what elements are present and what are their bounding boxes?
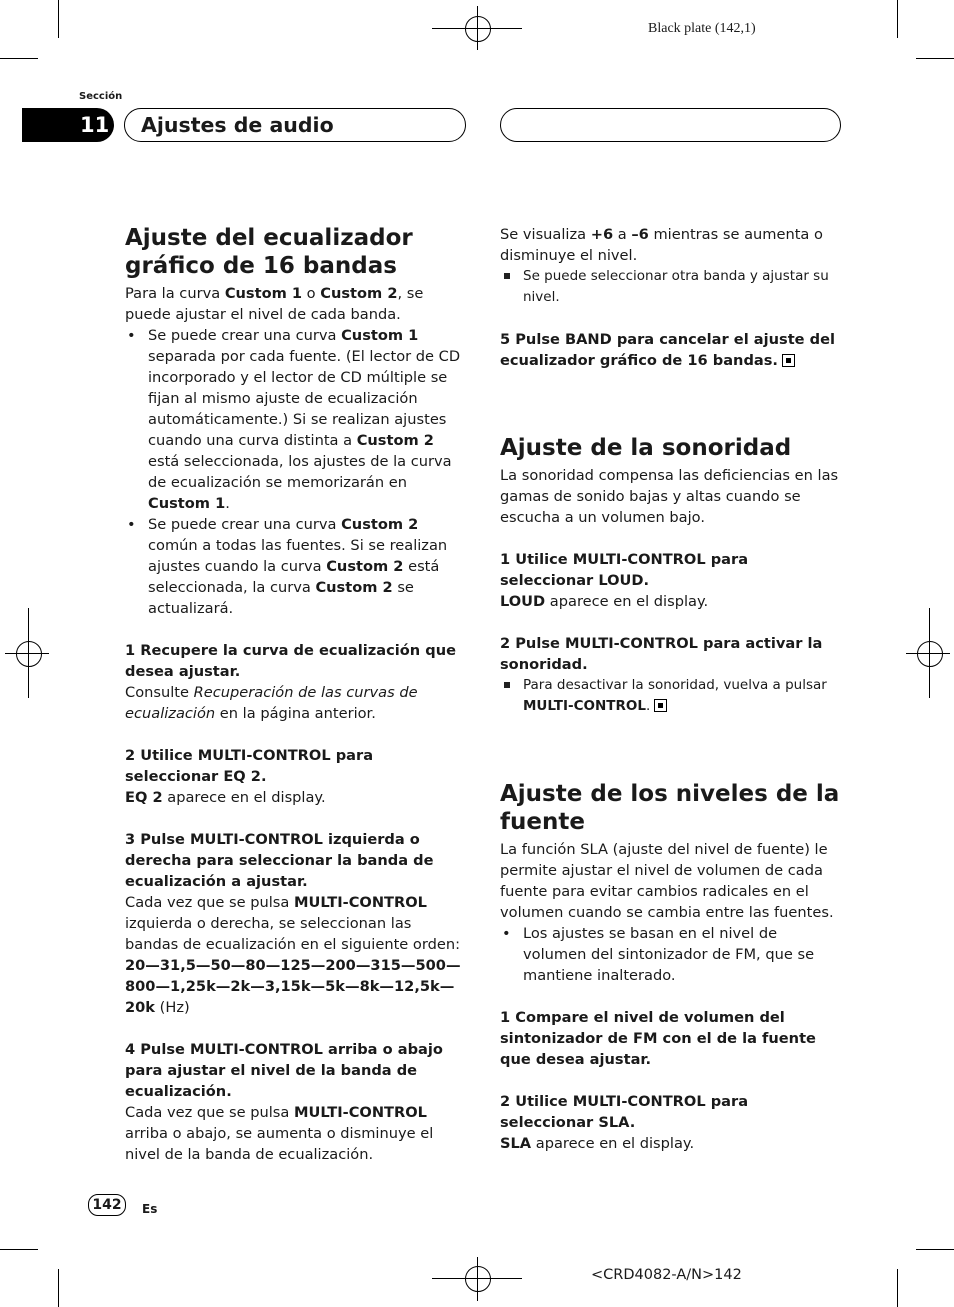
loud-step-1-desc: LOUD aparece en el display. bbox=[500, 593, 709, 610]
eq-intro: Para la curva Custom 1 o Custom 2, se puede ajustar el nivel de cada banda. bbox=[125, 285, 424, 323]
registration-circle-icon bbox=[16, 641, 42, 667]
section-title-box bbox=[124, 108, 466, 142]
crop-mark bbox=[916, 1249, 954, 1250]
page-number: 142 bbox=[88, 1194, 126, 1216]
eq-step-5: 5 Pulse BAND para cancelar el ajuste del ecualizador gráfico de 16 bandas. bbox=[500, 331, 836, 369]
section-number-badge: 11 bbox=[22, 108, 114, 142]
eq-step-3: 3 Pulse MULTI-CONTROL izquierda o derecha para seleccionar la banda de ecualización a ajustar. bbox=[125, 831, 434, 890]
sla-bullet: • Los ajustes se basan en el nivel de volumen del sintonizador de FM, que se mantiene inalterado. bbox=[500, 923, 842, 986]
eq-bullet-custom2: • Se puede crear una curva Custom 2 común a todas las fuentes. Si se realizan ajustes cuando la curva Custom 2 está seleccionada, la curva Custom 2 se actualizará. bbox=[125, 514, 467, 619]
plate-label: Black plate (142,1) bbox=[648, 21, 756, 36]
right-column bbox=[500, 224, 842, 1154]
eq-band-sequence: 20—31,5—50—80—125—200—315—500—800—1,25k—2k—3,15k—5k—8k—12,5k—20k (Hz) bbox=[125, 957, 461, 1016]
section-title: Ajustes de audio bbox=[141, 113, 334, 137]
eq-band-note: Se puede seleccionar otra banda y ajustar su nivel. bbox=[500, 266, 842, 308]
loud-title: Ajuste de la sonoridad bbox=[500, 435, 792, 461]
eq-step-1-desc: Consulte Recuperación de las curvas de ecualización en la página anterior. bbox=[125, 684, 418, 722]
crop-mark bbox=[916, 58, 954, 59]
eq-step-4: 4 Pulse MULTI-CONTROL arriba o abajo para ajustar el nivel de la banda de ecualización. bbox=[125, 1041, 443, 1100]
eq-step-3-desc: Cada vez que se pulsa MULTI-CONTROL izquierda o derecha, se seleccionan las bandas de ecualización en el siguiente orden: bbox=[125, 894, 461, 953]
sla-intro: La función SLA (ajuste del nivel de fuente) le permite ajustar el nivel de volumen de cada fuente para evitar cambios radicales en el volumen cuando se cambia entre las fuentes. bbox=[500, 841, 834, 921]
crop-mark bbox=[0, 58, 38, 59]
eq-range-text: Se visualiza +6 a –6 mientras se aumenta o disminuye el nivel. bbox=[500, 226, 823, 264]
eq-step-1: 1 Recupere la curva de ecualización que desea ajustar. bbox=[125, 642, 456, 680]
section-label: Sección bbox=[79, 91, 123, 102]
eq-step-2: 2 Utilice MULTI-CONTROL para seleccionar EQ 2. bbox=[125, 747, 374, 785]
registration-circle-icon bbox=[465, 16, 491, 42]
end-mark-icon bbox=[782, 354, 795, 367]
crop-mark bbox=[58, 1269, 59, 1307]
language-code: Es bbox=[142, 1202, 158, 1216]
eq-title: Ajuste del ecualizador gráfico de 16 bandas bbox=[125, 225, 413, 279]
sla-step-2-desc: SLA aparece en el display. bbox=[500, 1135, 695, 1152]
crop-mark bbox=[0, 1249, 38, 1250]
loud-step-2: 2 Pulse MULTI-CONTROL para activar la sonoridad. bbox=[500, 635, 823, 673]
document-code: <CRD4082-A/N>142 bbox=[591, 1267, 742, 1283]
crop-mark bbox=[897, 1269, 898, 1307]
crop-mark bbox=[58, 0, 59, 38]
eq-bullet-custom1: • Se puede crear una curva Custom 1 separada por cada fuente. (El lector de CD incorporado y el lector de CD múltiple se fijan al mismo ajuste de ecualización automáticamente.) Si se realizan ajustes cuando una curva distinta a Custom 2 está seleccionada, los ajustes de la curva de ecualización se memorizarán en Custom 1. bbox=[125, 325, 467, 514]
left-column bbox=[125, 224, 467, 1165]
section-empty-box bbox=[500, 108, 841, 142]
crop-mark bbox=[897, 0, 898, 38]
sla-step-2: 2 Utilice MULTI-CONTROL para seleccionar SLA. bbox=[500, 1093, 749, 1131]
eq-step-2-desc: EQ 2 aparece en el display. bbox=[125, 789, 326, 806]
loud-step-1: 1 Utilice MULTI-CONTROL para seleccionar LOUD. bbox=[500, 551, 749, 589]
sla-step-1: 1 Compare el nivel de volumen del sintonizador de FM con el de la fuente que desea ajustar. bbox=[500, 1009, 816, 1068]
registration-circle-icon bbox=[465, 1266, 491, 1292]
eq-step-4-desc: Cada vez que se pulsa MULTI-CONTROL arriba o abajo, se aumenta o disminuye el nivel de la banda de ecualización. bbox=[125, 1104, 434, 1163]
sla-title: Ajuste de los niveles de la fuente bbox=[500, 781, 840, 835]
loud-note: Para desactivar la sonoridad, vuelva a pulsar MULTI-CONTROL. bbox=[500, 675, 842, 717]
end-mark-icon bbox=[654, 699, 667, 712]
loud-intro: La sonoridad compensa las deficiencias en las gamas de sonido bajas y altas cuando se escucha a un volumen bajo. bbox=[500, 467, 839, 526]
registration-circle-icon bbox=[917, 641, 943, 667]
